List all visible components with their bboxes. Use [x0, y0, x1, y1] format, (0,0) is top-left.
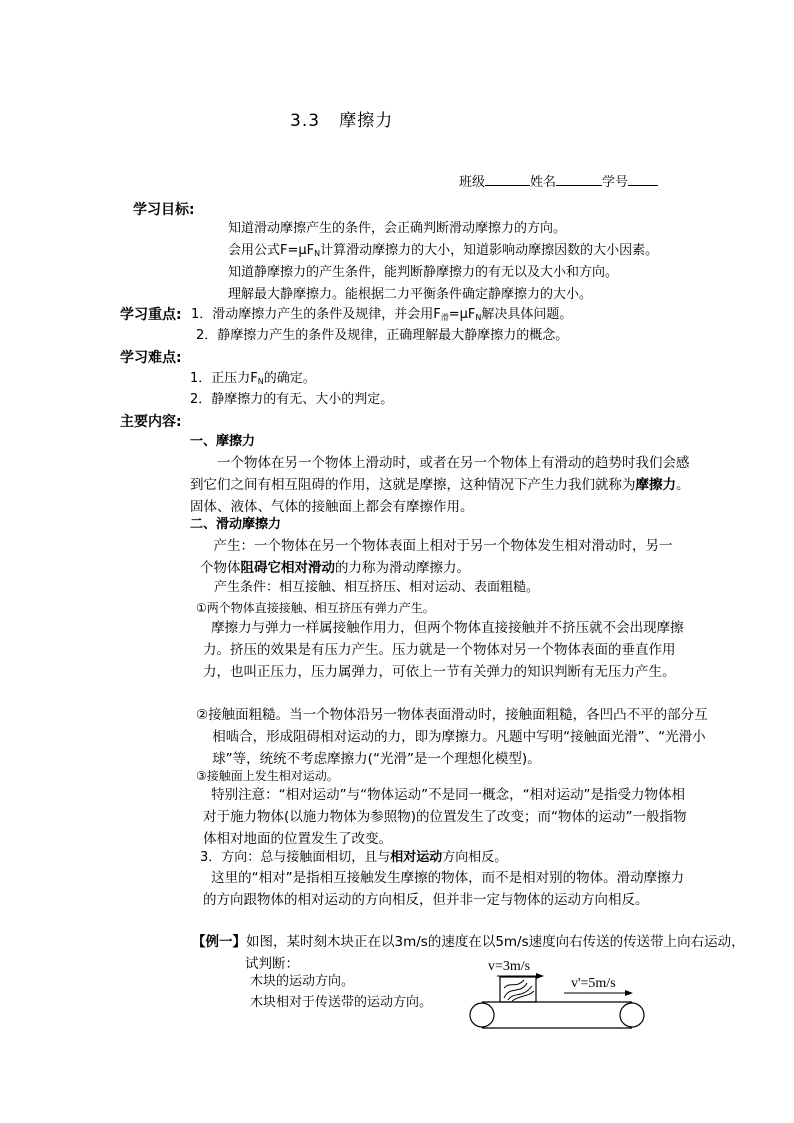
key-point-2: 2．静摩擦力产生的条件及规律，正确理解最大静摩擦力的概念。 [196, 328, 569, 343]
belt-velocity-label: v'=5m/s [571, 976, 616, 991]
name-blank [556, 172, 602, 186]
section-number: 3.3 [290, 111, 321, 131]
belt-arrow-head [625, 990, 633, 996]
main-heading: 主要内容: [120, 414, 182, 430]
direction-rule: 3．方向：总与接触面相切，且与相对运动方向相反。 [200, 850, 508, 865]
belt-right-roller [620, 1003, 644, 1027]
section1-paragraph: 一个物体在另一个物体上滑动时，或者在另一个物体上有滑动的趋势时我们会感到它们之间有相互阻碍的作用，这就是摩擦，这种情况下产生力我们就称为摩擦力。固体、液体、气体的接触面上都会有摩擦作用。 [190, 455, 690, 515]
relative-explanation: 这里的“相对”是指相互接触发生摩擦的物体，而不是相对别的物体。滑动摩擦力的方向跟物体的相对运动的方向相反，但并非一定与物体的运动方向相反。 [203, 870, 685, 908]
generation-conditions: 产生条件：相互接触、相互挤压、相对运动、表面粗糙。 [214, 580, 540, 595]
name-label: 姓名 [530, 175, 557, 190]
belt-left-roller [470, 1003, 494, 1027]
condition-1-text: 摩擦力与弹力一样属接触作用力，但两个物体直接接触并不挤压就不会出现摩擦力。挤压的效果是有压力产生。压力就是一个物体对另一个物体表面的垂直作用力，也叫正压力，压力属弹力，可依上一节有关弹力的知识判断有无压力产生。 [203, 620, 684, 680]
key-points-heading: 学习重点: [120, 307, 182, 323]
difficulties-heading: 学习难点: [120, 350, 182, 366]
condition-3-title: ③接触面上发生相对运动。 [196, 769, 339, 783]
special-note: 特别注意：“相对运动”与“物体运动”不是同一概念，“相对运动”是指受力物体相对于施力物体(以施力物体为参照物)的位置发生了改变；而“物体的运动”一般指物体相对地面的位置发生了改变。 [203, 787, 687, 847]
example-1: 【例一】如图，某时刻木块正在以3m/s的速度在以5m/s速度向右传送的传送带上向右运动，试判断： [192, 934, 745, 972]
conveyor-belt-figure [464, 955, 654, 1035]
title-text: 摩擦力 [339, 111, 394, 131]
condition-2-text: ②接触面粗糙。当一个物体沿另一物体表面滑动时，接触面粗糙，各凹凸不平的部分互相啮合，形成阻碍相对运动的力，即为摩擦力。凡题中写明“接触面光滑”、“光滑小球”等，统统不考虑摩擦力(“光滑”是一个理想化模型)。 [196, 707, 708, 767]
section1-title: 一、摩擦力 [190, 434, 256, 449]
objective-4: 理解最大静摩擦力。能根据二力平衡条件确定静摩擦力的大小。 [228, 287, 593, 302]
student-info-line [459, 172, 658, 192]
sliding-friction-definition: 产生：一个物体在另一个物体表面上相对于另一个物体发生相对滑动时，另一个物体阻碍它相对滑动的力称为滑动摩擦力。 [200, 538, 673, 576]
id-blank [628, 172, 658, 186]
class-label: 班级 [459, 175, 486, 190]
objective-3: 知道静摩擦力的产生条件，能判断静摩擦力的有无以及大小和方向。 [228, 265, 619, 280]
example-label: 【例一】 [192, 934, 246, 950]
block-velocity-label: v=3m/s [488, 959, 531, 974]
difficulty-2: 2．静摩擦力的有无、大小的判定。 [190, 392, 394, 407]
objective-1: 知道滑动摩擦产生的条件，会正确判断滑动摩擦力的方向。 [228, 221, 567, 236]
condition-1-title: ①两个物体直接接触、相互挤压有弹力产生。 [196, 601, 435, 615]
id-label: 学号 [602, 175, 629, 190]
objective-2: 会用公式$F=\mu F_N$计算滑动摩擦力的大小，知道影响动摩擦因数的大小因素。 [228, 243, 659, 258]
difficulty-1: 1．正压力$F_N$的确定。 [190, 371, 316, 386]
class-blank [485, 172, 530, 186]
key-point-1: 1．滑动摩擦力产生的条件及规律，并会用$F_滑=\mu F_N$解决具体问题。 [191, 307, 573, 322]
section2-title: 二、滑动摩擦力 [190, 517, 282, 532]
block-arrow-head [536, 973, 544, 979]
example-question-2: 木块相对于传送带的运动方向。 [250, 995, 433, 1010]
objectives-heading: 学习目标: [133, 202, 195, 218]
page-title [290, 106, 393, 131]
example-question-1: 木块的运动方向。 [250, 974, 355, 989]
